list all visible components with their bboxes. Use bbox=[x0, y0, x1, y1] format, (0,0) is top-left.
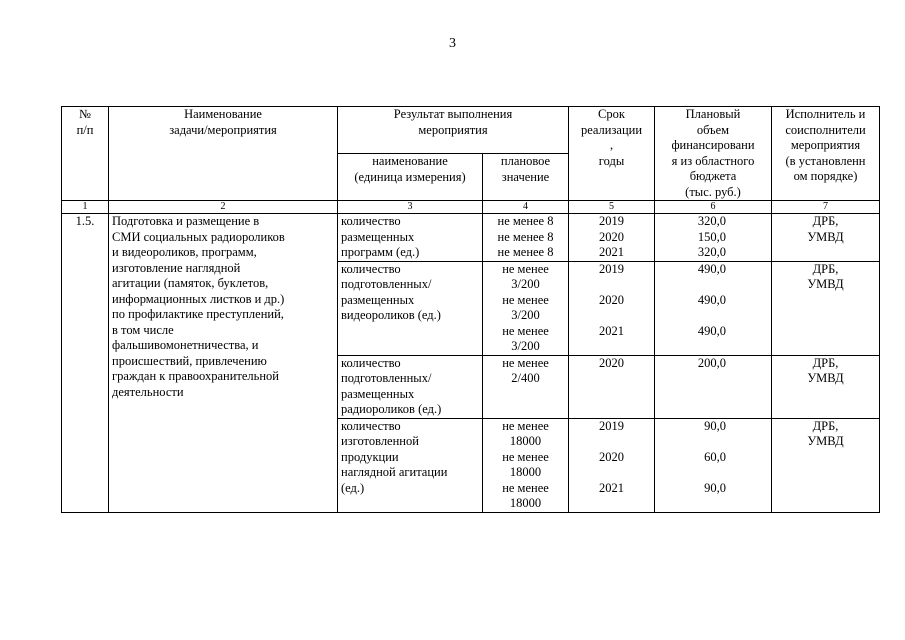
funding-amount: 320,0 150,0 320,0 bbox=[655, 214, 772, 262]
column-numbers-row bbox=[62, 201, 880, 214]
executor: ДРБ, УМВД bbox=[772, 418, 880, 512]
column-number: 7 bbox=[772, 201, 880, 214]
planned-value: не менее 3/200 не менее 3/200 не менее 3/200 bbox=[483, 261, 569, 355]
table-row bbox=[62, 214, 880, 262]
years: 2019 2020 2021 bbox=[569, 214, 655, 262]
header-row-1 bbox=[62, 107, 880, 154]
funding-amount: 490,0 490,0 490,0 bbox=[655, 261, 772, 355]
page-number: 3 bbox=[449, 36, 456, 51]
task-description: Подготовка и размещение в СМИ социальных радиороликов и видеороликов, программ, изготовление наглядной агитации (памяток, буклетов, информационных листков и др.) по профилактике преступлений, в том числе фальшивомонетничества, и происшествий, привлечению граждан к правоохранительной деятельности bbox=[109, 214, 338, 513]
column-number: 4 bbox=[483, 201, 569, 214]
planned-value: не менее 8 не менее 8 не менее 8 bbox=[483, 214, 569, 262]
result-name: количество подготовленных/ размещенных радиороликов (ед.) bbox=[338, 355, 483, 418]
years: 2019 2020 2021 bbox=[569, 418, 655, 512]
years: 2020 bbox=[569, 355, 655, 418]
years: 2019 2020 2021 bbox=[569, 261, 655, 355]
column-number: 2 bbox=[109, 201, 338, 214]
column-number: 6 bbox=[655, 201, 772, 214]
header-term: Срок реализации , годы bbox=[569, 107, 655, 201]
result-name: количество размещенных программ (ед.) bbox=[338, 214, 483, 262]
row-number: 1.5. bbox=[62, 214, 109, 513]
planned-value: не менее 2/400 bbox=[483, 355, 569, 418]
header-funding: Плановый объем финансировани я из областного бюджета (тыс. руб.) bbox=[655, 107, 772, 201]
header-task-name: Наименование задачи/мероприятия bbox=[109, 107, 338, 201]
column-number: 5 bbox=[569, 201, 655, 214]
header-executor: Исполнитель и соисполнители мероприятия (в установленн ом порядке) bbox=[772, 107, 880, 201]
funding-amount: 200,0 bbox=[655, 355, 772, 418]
header-result-value: плановое значение bbox=[483, 154, 569, 201]
header-number: № п/п bbox=[62, 107, 109, 201]
funding-amount: 90,0 60,0 90,0 bbox=[655, 418, 772, 512]
executor: ДРБ, УМВД bbox=[772, 355, 880, 418]
column-number: 1 bbox=[62, 201, 109, 214]
header-result-name: наименование (единица измерения) bbox=[338, 154, 483, 201]
planned-value: не менее 18000 не менее 18000 не менее 18000 bbox=[483, 418, 569, 512]
executor: ДРБ, УМВД bbox=[772, 214, 880, 262]
measures-table bbox=[61, 106, 880, 513]
result-name: количество изготовленной продукции наглядной агитации (ед.) bbox=[338, 418, 483, 512]
column-number: 3 bbox=[338, 201, 483, 214]
executor: ДРБ, УМВД bbox=[772, 261, 880, 355]
result-name: количество подготовленных/ размещенных видеороликов (ед.) bbox=[338, 261, 483, 355]
header-result-group: Результат выполнения мероприятия bbox=[338, 107, 569, 154]
